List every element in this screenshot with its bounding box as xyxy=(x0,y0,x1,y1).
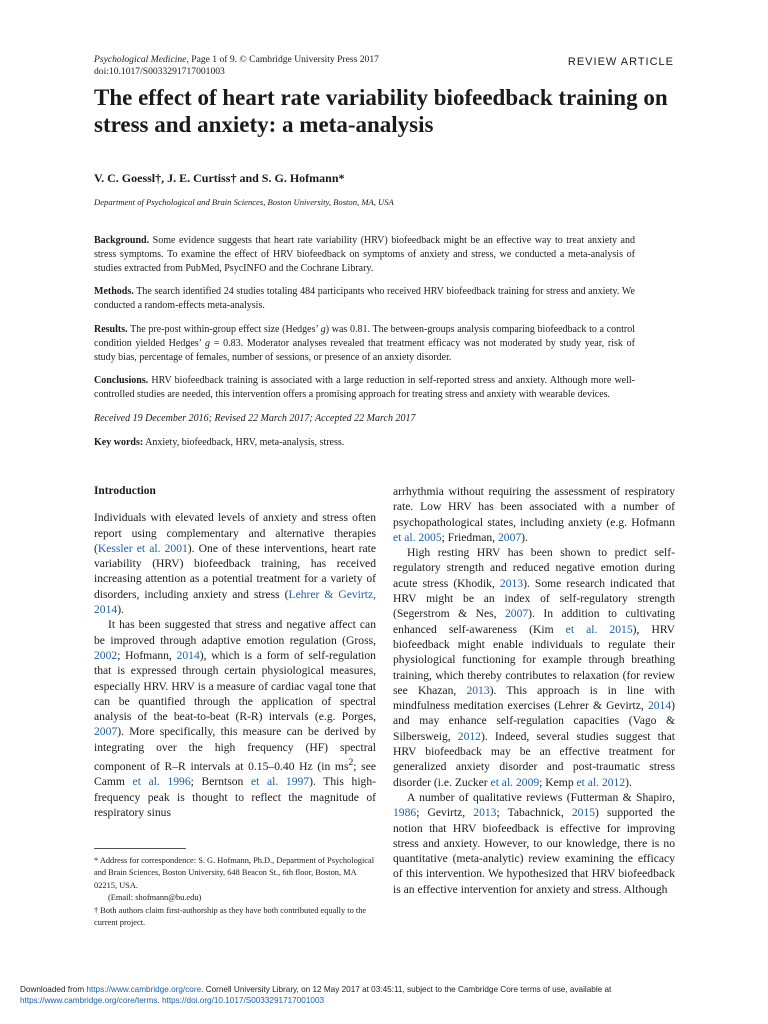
citation-link[interactable]: 2007 xyxy=(504,607,529,621)
terms-link[interactable]: https://www.cambridge.org/core/terms xyxy=(20,995,158,1005)
citation-link[interactable]: 2013 xyxy=(473,806,497,820)
footnotes xyxy=(94,855,376,929)
citation-link[interactable]: 2013 xyxy=(499,576,524,590)
keywords xyxy=(94,436,635,450)
citation-link[interactable]: 2007 xyxy=(497,530,522,544)
citation-link[interactable]: Kessler et al. 2001 xyxy=(97,541,188,555)
abstract-background xyxy=(94,234,635,275)
keywords-text: Anxiety, biofeedback, HRV, meta-analysis, stress. xyxy=(143,436,345,448)
citation-link[interactable]: 2013 xyxy=(466,683,490,697)
citation-link[interactable]: et al. 2005 xyxy=(393,530,442,544)
footnote-email: (Email: shofmann@bu.edu) xyxy=(108,893,202,903)
results-text: = 0.83. Moderator analyses revealed that treatment efficacy was not moderated by study year, risk of study bias, percentage of females, number of sessions, or presence of an anxiety disorder. xyxy=(94,337,635,363)
article-type: REVIEW ARTICLE xyxy=(567,56,674,68)
results-g: g xyxy=(320,323,326,335)
conclusions-label: Conclusions. xyxy=(94,375,149,387)
citation-link[interactable]: et al. 1996 xyxy=(132,775,191,789)
abstract-conclusions xyxy=(94,374,635,402)
methods-text: The search identified 24 studies totaling 484 participants who received HRV biofeedback training for stress and anxiety. We conducted a random-effects meta-analysis. xyxy=(94,286,635,312)
conclusions-text: HRV biofeedback training is associated with a large reduction in self-reported stress and anxiety. Although more well-controlled studies are needed, this intervention offers a promising approach for treating stress and anxiety with wearable devices. xyxy=(94,375,635,401)
cambridge-core-link[interactable]: https://www.cambridge.org/core xyxy=(86,985,202,994)
affiliation: Department of Psychological and Brain Sciences, Boston University, Boston, MA, USA xyxy=(94,197,394,207)
abstract-results xyxy=(94,323,635,364)
abstract-methods xyxy=(94,285,635,313)
abstract xyxy=(94,234,635,460)
paragraph: High resting HRV has been shown to predict self-regulatory strength and reduced negative emotion during acute stress (Khodik, 2013). Some research indicated that HRV might be an index of self-regulatory strength (Segerstrom & Nes, 2007). In addition to cultivating enhanced self-awareness (Kim et al. 2015), HRV biofeedback might enable individuals to regulate their physiological functioning for example through breathing training, which thereby contributes to relaxation (for review see Khazan, 2013). This approach is in line with mindfulness meditation exercises (Lehrer & Gevirtz, 2014) and may enhance self-regulation capacities (Vago & Silbersweig, 2012). Indeed, several studies suggest that HRV biofeedback may be an effective treatment for generalized anxiety disorder and post-traumatic stress disorder (i.e. Zucker et al. 2009; Kemp et al. 2012). xyxy=(393,546,675,789)
paragraph: A number of qualitative reviews (Futterman & Shapiro, 1986; Gevirtz, 2013; Tabachnick, 2015) supported the notion that HRV biofeedback is effective for improving stress and anxiety. However, to our knowledge, there is no quantitative (meta-analytic) review examining the efficacy of this intervention. We hypothesized that HRV biofeedback is an effective intervention for anxiety and stress. Although xyxy=(393,790,675,896)
article-title: The effect of heart rate variability biofeedback training on stress and anxiety: a meta-analysis xyxy=(94,85,668,137)
right-column xyxy=(393,484,675,897)
paragraph: It has been suggested that stress and negative affect can be improved through adaptive emotion regulation (Gross, 2002; Hofmann, 2014), which is a form of self-regulation that is expressed through certain physiological measures, especially HRV. HRV is a measure of cardiac vagal tone that can be quantified through the application of spectral analysis of the beat-to-beat (R-R) intervals (e.g. Porges, 2007). More specifically, this measure can be derived by integrating over the high frequency (HF) spectral component of R–R intervals at 0.15–0.40 Hz (in $ms^2$; see Camm et al. 1996; Berntson et al. 1997). This high-frequency peak is thought to reflect the magnitude of respiratory sinus xyxy=(94,618,376,819)
citation-link[interactable]: et al. 2015 xyxy=(565,622,633,636)
background-label: Background. xyxy=(94,235,150,246)
journal-name: Psychological Medicine xyxy=(94,54,187,65)
citation-link[interactable]: Lehrer & Gevirtz, 2014 xyxy=(94,587,376,617)
citation-link[interactable]: 1986 xyxy=(393,806,417,820)
results-g: g xyxy=(205,337,210,349)
citation-link[interactable]: 2015 xyxy=(571,806,596,820)
journal-doi: doi:10.1017/S0033291717001003 xyxy=(94,66,225,77)
superscript: 2 xyxy=(348,757,354,769)
results-label: Results. xyxy=(94,323,128,335)
citation-link[interactable]: et al. 2009 xyxy=(490,775,540,789)
citation-link[interactable]: 2002 xyxy=(94,648,118,662)
citation-link[interactable]: 2012 xyxy=(457,729,481,743)
left-column xyxy=(94,484,376,820)
journal-page: , Page 1 of 9. © Cambridge University Press 2017 xyxy=(186,54,379,65)
methods-label: Methods. xyxy=(94,286,134,298)
citation-link[interactable]: et al. 1997 xyxy=(251,775,310,789)
results-text: The pre-post within-group effect size (Hedges’ xyxy=(127,323,321,335)
paragraph: arrhythmia without requiring the assessment of respiratory rate. Low HRV has been associated with a number of psychopathological states, including anxiety (e.g. Hofmann et al. 2005; Friedman, 2007). xyxy=(393,485,675,544)
citation-link[interactable]: et al. 2012 xyxy=(576,775,626,789)
keywords-label: Key words: xyxy=(94,436,144,448)
results-text: ) was 0.81. The between-groups analysis comparing biofeedback to a control condition yielded Hedges’ xyxy=(94,323,635,349)
citation-link[interactable]: 2014 xyxy=(176,648,200,662)
authors: V. C. Goessl†, J. E. Curtiss† and S. G. Hofmann* xyxy=(94,171,345,185)
citation-link[interactable]: 2014 xyxy=(647,699,672,713)
download-notice: Downloaded from https://www.cambridge.org/core. Cornell University Library, on 12 May 2017 at 03:45:11, subject to the Cambridge Core terms of use, available at https://www.cambridge.org/core/terms. https://doi.org/10.1017/S0033291717001003 xyxy=(20,985,612,1005)
doi-link[interactable]: https://doi.org/10.1017/S0033291717001003 xyxy=(161,995,325,1005)
section-heading-introduction: Introduction xyxy=(94,485,156,497)
footnote-dagger: † Both authors claim first-authorship as they have both contributed equally to the current project. xyxy=(94,905,367,928)
footnote-divider xyxy=(94,848,186,849)
citation-link[interactable]: 2007 xyxy=(94,725,118,739)
received-dates: Received 19 December 2016; Revised 22 March 2017; Accepted 22 March 2017 xyxy=(94,412,416,424)
journal-citation xyxy=(94,54,379,78)
paragraph: Individuals with elevated levels of anxiety and stress often report using complementary and alternative therapies (Kessler et al. 2001). One of these interventions, heart rate variability (HRV) biofeedback training, has received increasing attention as a potential treatment for a variety of disorders, including anxiety and stress (Lehrer & Gevirtz, 2014). xyxy=(94,511,376,617)
background-text: Some evidence suggests that heart rate variability (HRV) biofeedback might be an effective way to treat anxiety and stress symptoms. To examine the effect of HRV biofeedback on symptoms of anxiety and stress, we conducted a meta-analysis of studies extracted from PubMed, PsycINFO and the Cochrane Library. xyxy=(94,235,635,274)
footnote-correspondence: * Address for correspondence: S. G. Hofmann, Ph.D., Department of Psychological and Brain Sciences, Boston University, 648 Beacon St., 6th floor, Boston, MA 02215, USA. xyxy=(94,856,375,890)
